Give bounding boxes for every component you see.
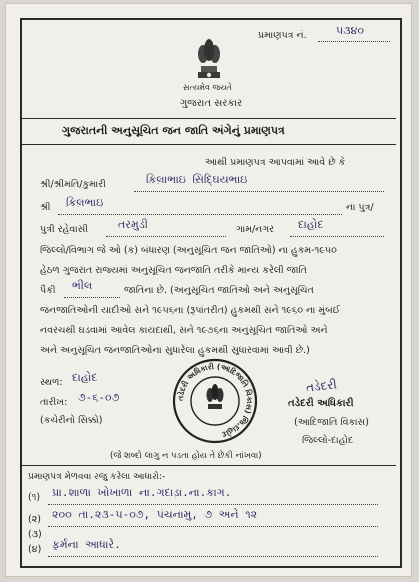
father-label: શ્રી: [40, 202, 51, 213]
village-value: તરમુડી: [118, 218, 148, 231]
body-line-4: જિલ્લો/વિભાગ જે ઓ (ક) બંધારણ (અનુસૂચિત જન જાતિઓ) ના હુકમ-૧૯૫૦: [40, 245, 337, 256]
certificate-no-value: ૫૩૪૦: [336, 24, 364, 37]
tribe-prefix: પૈકી: [40, 285, 56, 296]
evidence-line-2: [48, 526, 378, 527]
state-emblem-icon: [192, 36, 226, 82]
certificate-no-label: પ્રમાણપત્ર નં.: [258, 30, 307, 41]
evidence-text-2: ૨૦૦ તા.૨૩-૫-૦૭, પંચનામુ, ૭ અને ૧૨: [52, 508, 258, 521]
date-value: ૭-૬-૦૭: [78, 391, 120, 404]
resident-label: પુત્રી રહેવાસી: [40, 224, 89, 235]
intro-text: આથી પ્રમાણપત્ર આપવામાં આવે છે કે: [205, 157, 346, 168]
evidence-rule: [22, 465, 396, 466]
father-line: [58, 214, 342, 215]
father-value: કિ઼લ઼ભાઇ઼: [66, 196, 104, 209]
body-line-5: હેઠળ ગુજરાત રાજ્યમાં અનુસૂચિત જનજાતિ તરીકે માન્ય કરેલી જાતિ: [40, 265, 307, 276]
tribe-line: [64, 297, 120, 298]
signature: તડેદરી: [305, 377, 338, 395]
evidence-text-1: પ્રા.શાળા ખોખાળા ના.ગદાડ઼ા.ના.કાગ.: [52, 486, 232, 499]
evidence-num-3: (૩): [28, 529, 42, 540]
certificate-no-line: [318, 41, 390, 42]
officer-title: તડેદરી અધિકારી: [288, 398, 354, 409]
taluka-line: [290, 236, 384, 237]
name-value: ક઼િલ઼ા઼ભાઇ સ઼િદ્ઘિયભાઇ: [146, 173, 248, 186]
emblem-authority: ગુજરાત સરકાર: [180, 98, 243, 109]
taluka-value: દાહોદ: [298, 218, 324, 231]
body-line-8: નવરચથી ઘડવામાં આવેલ કાયદાથી, સને ૧૯૭૬ના અનુસૂચિત જાતિઓ અને: [40, 325, 328, 336]
evidence-heading: પ્રમાણપત્ર મેળવવા રજુ કરેલા આધારો:-: [28, 472, 166, 482]
evidence-num-2: (૨): [28, 514, 41, 525]
evidence-num-1: (૧): [28, 492, 41, 503]
evidence-num-4: (૪): [28, 544, 42, 555]
official-seal-icon: [172, 358, 258, 444]
son-daughter-text: ના પુત્ર/: [346, 202, 374, 213]
date-label: તારીખ:: [40, 397, 68, 408]
certificate-title: ગુજરાતની અનુસૂચિત જન જાતિ અંગેનું પ્રમાણપત્ર: [62, 124, 285, 137]
department-label: (આદિજાતિ વિકાસ): [294, 417, 369, 428]
evidence-line-4: [48, 556, 378, 557]
strike-note: (જે શબ્દો લાગુ ન પડતા હોય તે છેકી નાંખવા): [110, 451, 262, 461]
seal-text: તડેદરી અધિકારી (આદિજાતિ વિકાસ) જિ.દાહોદ: [175, 361, 255, 440]
tribe-value: ભીલ: [72, 279, 93, 292]
emblem-motto: સત્યમેવ જયતે: [183, 83, 232, 92]
evidence-text-4: ફ઼ર્મના આધારે.: [52, 538, 121, 551]
evidence-line-1: [48, 504, 378, 505]
village-label: ગામ/નગર: [236, 224, 275, 235]
body-line-7: જનજાતિઓની યાદીઓ સને ૧૯૫૬ના (રૂપાંતરીત) હુકમથી સને ૧૯૬૦ ના મુંબઈ: [40, 305, 341, 316]
district-label: જિલ્લો-દાહોદ: [302, 435, 354, 446]
place-value: દાહોદ: [72, 371, 98, 384]
tribe-suffix: જાતિના છે. (અનુસૂચિત જાતિઓ અને અનુસૂચિત: [124, 285, 314, 296]
title-rule-bottom: [22, 144, 396, 145]
village-line: [106, 236, 226, 237]
office-seal-label: (કચેરીનો સિક્કો): [40, 415, 103, 426]
certificate-sheet: [6, 4, 411, 576]
body-line-9: અને અનુસૂચિત જનજાતિઓના સુધારેલા હુકમથી સુધારવામાં આવી છે.): [40, 345, 310, 356]
name-label: શ્રી/શ્રીમતિ/કુમારી: [40, 179, 106, 190]
name-line: [134, 191, 384, 192]
title-rule-top: [22, 118, 396, 119]
place-label: સ્થળ:: [40, 377, 63, 388]
